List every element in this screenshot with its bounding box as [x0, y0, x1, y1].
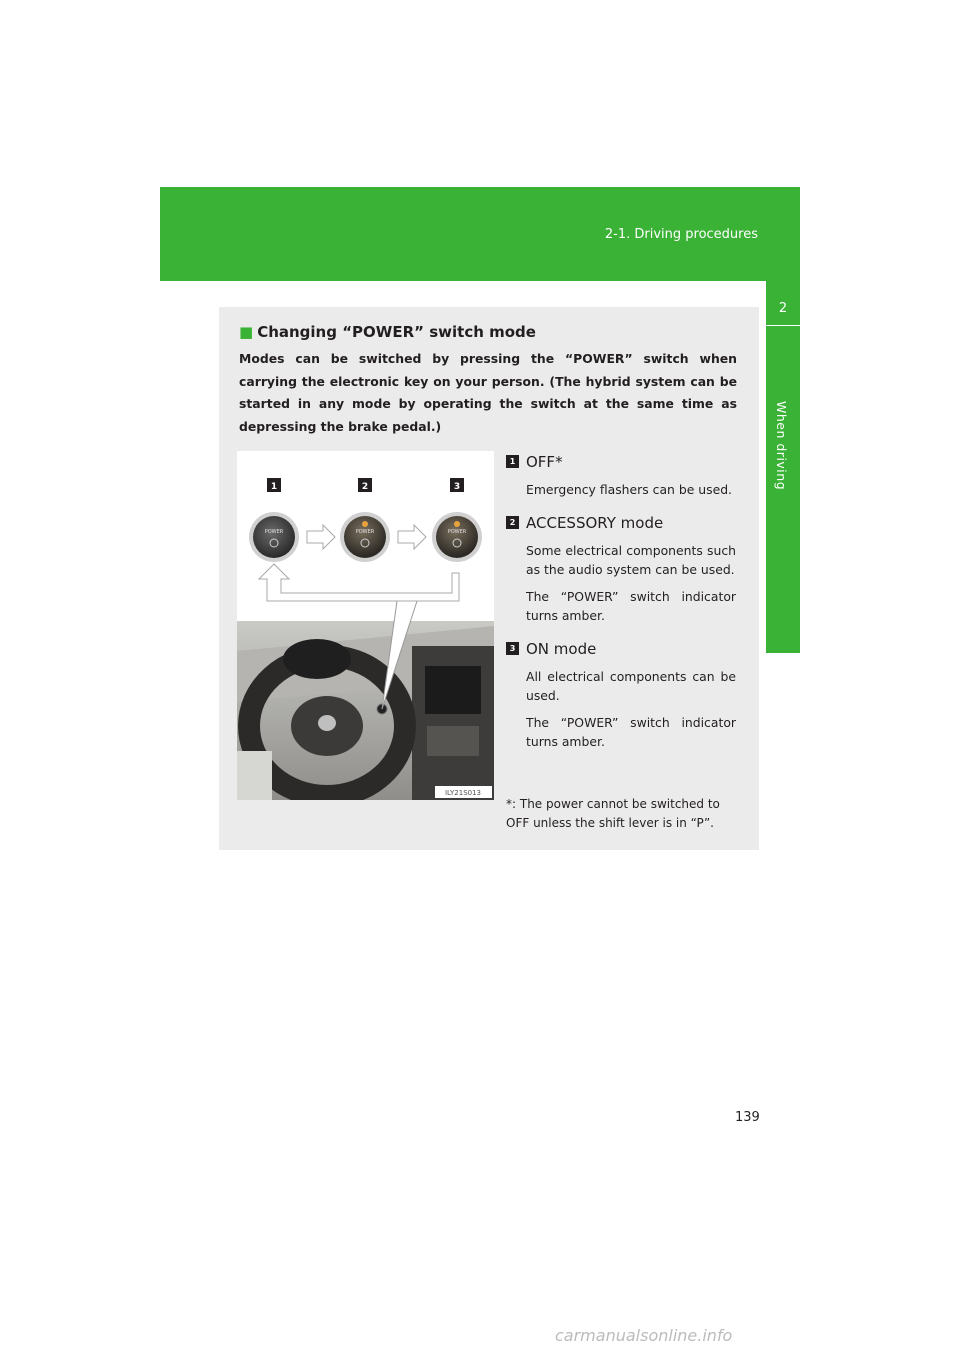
navigation-screen [425, 666, 481, 714]
step-label-2: 2 [361, 482, 369, 492]
mode-description: Some electrical components such as the audio system can be used. [526, 543, 736, 577]
step-label-1: 1 [270, 482, 278, 492]
section-title-text: Changing “POWER” switch mode [257, 323, 536, 341]
section-title [239, 323, 536, 341]
mode-badge: 2 [506, 516, 519, 529]
mode-description: Emergency flashers can be used. [526, 482, 733, 497]
intro-paragraph: Modes can be switched by pressing the “POWER” switch when carrying the electronic key on your person. (The hybrid system can be started in any mode by operating the switch at the same time as depressing the brake pedal.) [239, 351, 737, 434]
chapter-header-band [160, 187, 800, 281]
mode-heading [506, 511, 736, 535]
mode-title: ACCESSORY mode [526, 514, 664, 532]
tab-divider [766, 325, 800, 326]
mode-description: The “POWER” switch indicator turns amber. [526, 589, 736, 623]
mode-title: ON mode [526, 640, 597, 658]
info-panel [219, 307, 759, 850]
mode-item-accessory [506, 511, 736, 625]
section-header-title: 2-1. Driving procedures [604, 227, 758, 242]
power-switch-illustration [237, 451, 494, 800]
lexus-emblem-icon [318, 715, 336, 731]
mode-item-off [506, 450, 736, 499]
square-bullet-icon: ■ [239, 323, 254, 341]
mode-title: OFF* [526, 453, 563, 471]
mode-badge: 1 [506, 455, 519, 468]
power-button-accessory [340, 512, 390, 562]
footnote: *: The power cannot be switched to OFF unless the shift lever is in “P”. [506, 797, 720, 830]
mode-description: All electrical components can be used. [526, 669, 736, 703]
power-text-3: POWER [447, 529, 467, 535]
gauge-cluster [283, 639, 351, 679]
mode-item-on [506, 637, 736, 751]
chapter-number: 2 [778, 301, 788, 316]
figure-code: ILY21S013 [444, 789, 482, 797]
power-button-off [249, 512, 299, 562]
chapter-label: When driving [774, 401, 789, 491]
mode-heading [506, 637, 736, 661]
chapter-side-tab [766, 281, 800, 653]
power-switch-figure [237, 451, 494, 800]
mode-badge: 3 [506, 642, 519, 655]
mode-list [506, 450, 736, 751]
watermark: carmanualsonline.info [555, 1326, 733, 1345]
page-number: 139 [735, 1110, 760, 1125]
mode-heading [506, 450, 736, 474]
mode-description: The “POWER” switch indicator turns amber. [526, 715, 736, 749]
step-label-3: 3 [453, 482, 461, 492]
power-button-on [432, 512, 482, 562]
power-text-2: POWER [355, 529, 375, 535]
power-text-1: POWER [264, 529, 284, 535]
